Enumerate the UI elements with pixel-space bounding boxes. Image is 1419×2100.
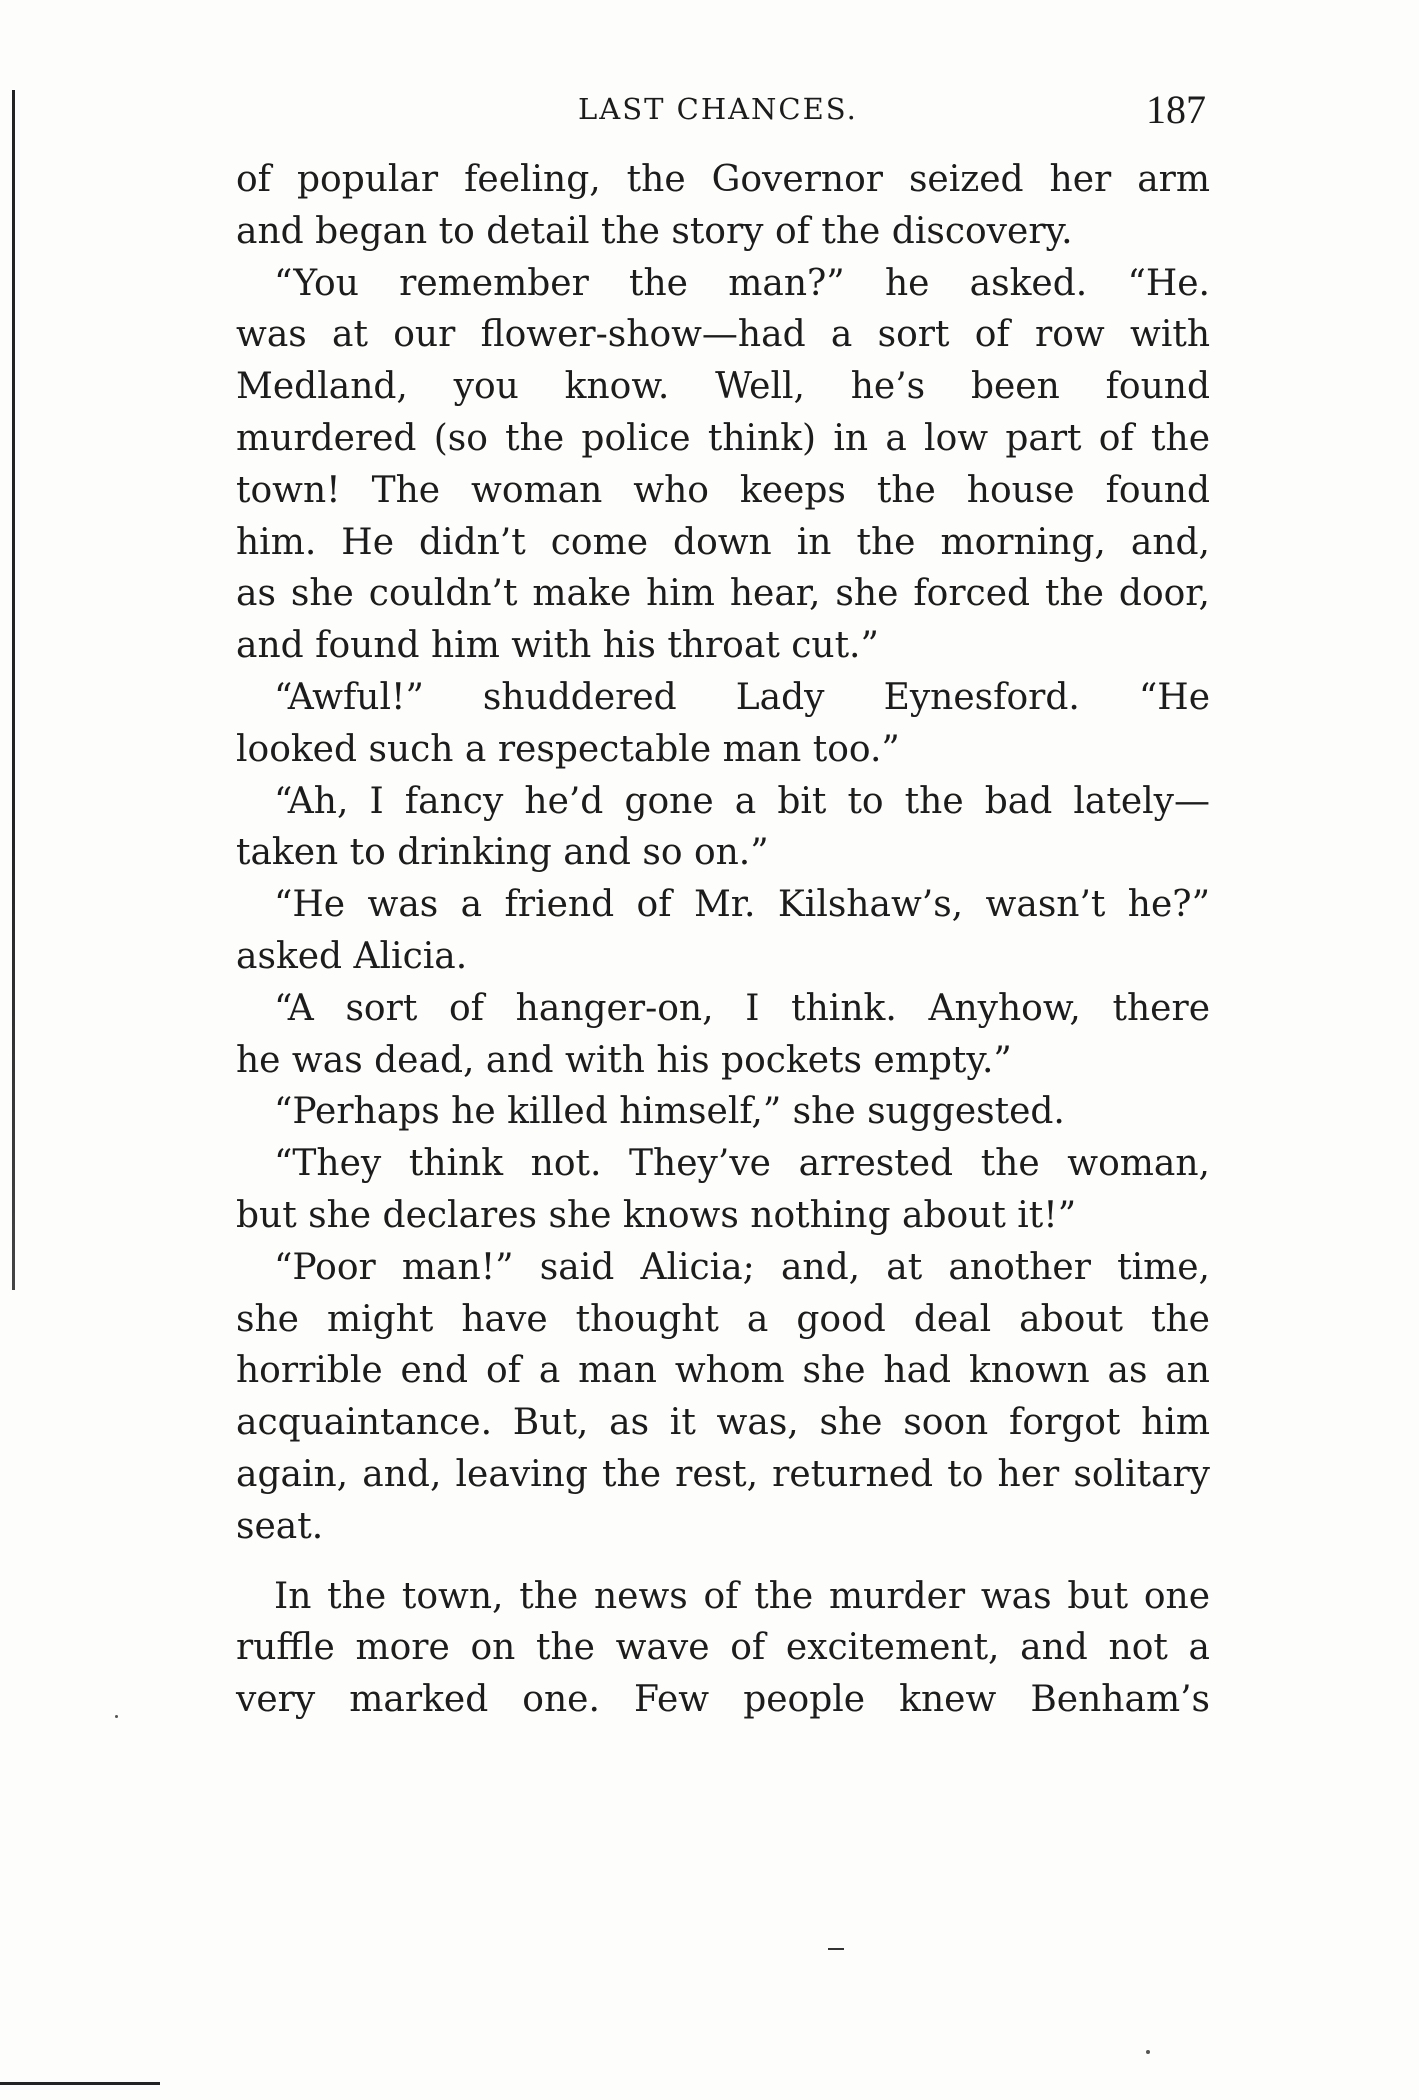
- footer-edge-mark: [0, 2082, 160, 2085]
- text-line: him. He didn’t come down in the morning, and,: [236, 521, 1210, 563]
- text-line: “Perhaps he killed himself,” she suggested.: [274, 1091, 1065, 1133]
- page-number: 187: [1146, 87, 1206, 132]
- text-line: looked such a respectable man too.”: [236, 728, 900, 770]
- text-line: as she couldn’t make him hear, she forced the door,: [236, 573, 1210, 615]
- text-line: acquaintance. But, as it was, she soon forgot him: [236, 1402, 1210, 1444]
- paragraph-break: [236, 1553, 1210, 1571]
- binding-edge-mark: [12, 90, 15, 1290]
- text-line: was at our flower-show—had a sort of row with: [236, 314, 1210, 356]
- text-line: murdered (so the police think) in a low part of the: [236, 417, 1210, 459]
- text-line: he was dead, and with his pockets empty.”: [236, 1039, 1012, 1081]
- text-line: very marked one. Few people knew Benham’s: [236, 1679, 1210, 1721]
- text-line: In the town, the news of the murder was but one: [274, 1575, 1210, 1617]
- text-line: town! The woman who keeps the house found: [236, 469, 1210, 511]
- text-line: she might have thought a good deal about the: [236, 1298, 1210, 1340]
- text-line: “Awful!” shuddered Lady Eynesford. “He: [274, 676, 1210, 718]
- text-line: ruffle more on the wave of excitement, and not a: [236, 1627, 1210, 1669]
- text-line: “Poor man!” said Alicia; and, at another time,: [274, 1246, 1210, 1288]
- text-line: “Ah, I fancy he’d gone a bit to the bad lately—: [274, 780, 1210, 822]
- text-line: “You remember the man?” he asked. “He.: [274, 262, 1210, 304]
- text-line: taken to drinking and so on.”: [236, 832, 769, 874]
- text-line: asked Alicia.: [236, 935, 468, 977]
- text-line: seat.: [236, 1505, 324, 1547]
- print-speck: [115, 1715, 118, 1718]
- text-line: “They think not. They’ve arrested the woman,: [274, 1143, 1210, 1185]
- text-line: “He was a friend of Mr. Kilshaw’s, wasn’t he?”: [274, 884, 1210, 926]
- text-line: Medland, you know. Well, he’s been found: [236, 366, 1210, 408]
- body-text: [236, 154, 1210, 1726]
- text-line: but she declares she knows nothing about it!”: [236, 1194, 1077, 1236]
- print-speck: [1146, 2050, 1150, 2054]
- text-line: horrible end of a man whom she had known as an: [236, 1350, 1210, 1392]
- text-line: and began to detail the story of the discovery.: [236, 210, 1073, 252]
- text-line: again, and, leaving the rest, returned to her solitary: [236, 1453, 1210, 1495]
- text-line: “A sort of hanger-on, I think. Anyhow, there: [274, 987, 1210, 1029]
- print-dash: [828, 1948, 844, 1950]
- text-line: of popular feeling, the Governor seized her arm: [236, 159, 1210, 200]
- page-header: [236, 86, 1206, 146]
- text-line: and found him with his throat cut.”: [236, 625, 879, 667]
- running-head: LAST CHANCES.: [578, 92, 858, 126]
